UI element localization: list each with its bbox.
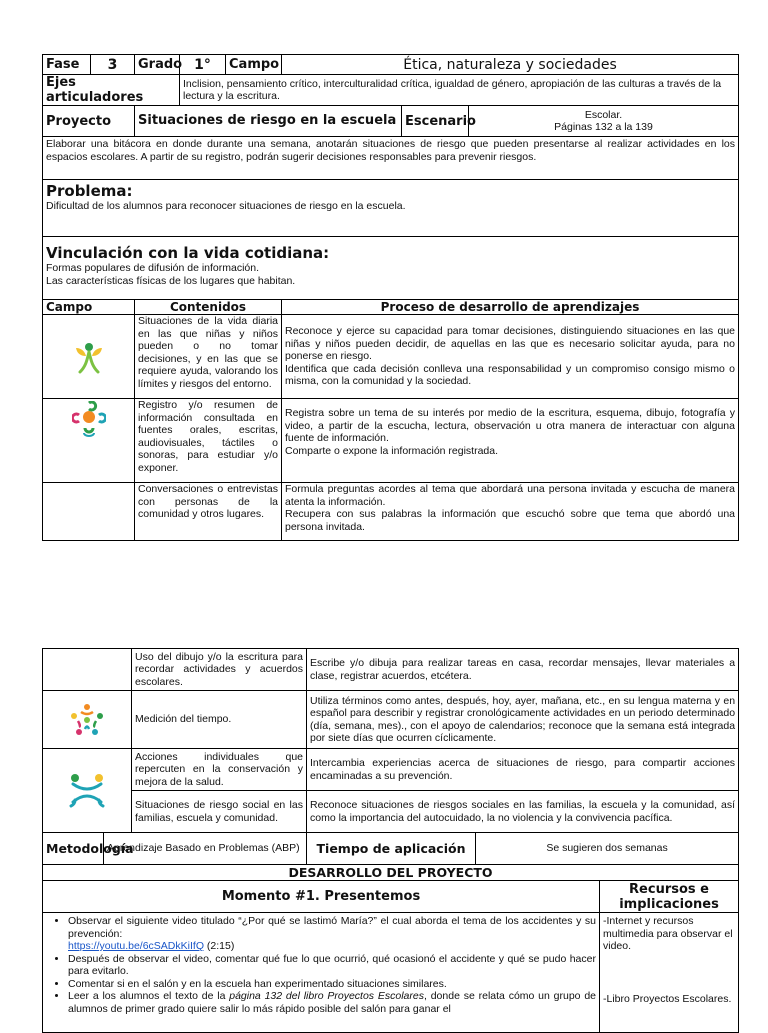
activity-text: Leer a los alumnos el texto de la [68, 990, 230, 1002]
proyecto-value: Situaciones de riesgo en la escuela [135, 106, 402, 137]
table-row [43, 399, 739, 483]
desarrollo-title: DESARROLLO DEL PROYECTO [43, 865, 739, 881]
proceso-cell [282, 399, 739, 483]
activity-text: Observar el siguiente video titulado “¿Por qué se lastimó María?” el cual aborda el tema de los accidentes y su prevención: [68, 915, 596, 940]
table-row [43, 749, 739, 791]
vinculacion-cell [43, 237, 739, 300]
col-campo-header: Campo [43, 300, 135, 315]
video-duration: (2:15) [203, 940, 235, 952]
vinculacion-line2: Las características físicas de los lugares que habitan. [46, 274, 296, 287]
fase-value: 3 [91, 55, 135, 75]
ejes-value: Inclision, pensamiento crítico, interculturalidad crítica, igualdad de género, apropiación de las culturas a través de la lectura y la escritura. [180, 75, 739, 106]
recursos-cell [600, 913, 739, 1033]
proceso-text: Formula preguntas acordes al tema que abordará una persona invitada y escucha de manera atenta la información. [285, 483, 735, 508]
campo-label: Campo [226, 55, 282, 75]
proceso-cell: Intercambia experiencias acerca de situaciones de riesgo, para compartir acciones encaminadas a su prevención. [307, 749, 739, 791]
linked-people-icon [46, 772, 128, 810]
proceso-text: Recupera con sus palabras la información que escuchó sobre que tema que abordó una persona invitada. [285, 508, 735, 533]
recursos-title: Recursos e implicaciones [600, 881, 739, 913]
proceso-text: Comparte o expone la información registrada. [285, 444, 499, 457]
planning-table-top [42, 54, 739, 541]
col-contenidos-header: Contenidos [135, 300, 282, 315]
tiempo-label: Tiempo de aplicación [307, 833, 476, 865]
vinculacion-title: Vinculación con la vida cotidiana: [46, 244, 330, 262]
activity-text: , donde se relata cómo un grupo de alumnos de primer grado quiere salir lo más rápido posible del salón para ganar el [68, 990, 597, 1015]
project-description: Elaborar una bitácora en donde durante una semana, anotarán situaciones de riesgo que pueden presentarse al realizar actividades en los espacios escolares. A partir de su registro, podrán sugerir decisiones responsables para prevenir riesgos. [43, 137, 739, 180]
metodologia-label: Metodología [43, 833, 104, 865]
tiempo-value: Se sugieren dos semanas [476, 833, 739, 865]
colorful-circles-icon [46, 401, 131, 437]
escenario-cell [469, 106, 739, 137]
book-reference: página 132 del libro Proyectos Escolares [229, 990, 424, 1002]
campo-value: Ética, naturaleza y sociedades [282, 55, 739, 75]
vinculacion-line1: Formas populares de difusión de información. [46, 262, 260, 274]
campo-icon-cell [43, 749, 132, 833]
grado-label: Grado [135, 55, 180, 75]
campo-icon-cell [43, 691, 132, 749]
list-item: • Comentar si en el salón y en la escuela han experimentado situaciones similares. [68, 978, 596, 991]
recurso-item: -Internet y recursos multimedia para observar el video. [603, 915, 733, 952]
contenido-cell: Conversaciones o entrevistas con personas de la comunidad y otros lugares. [135, 483, 282, 541]
contenido-cell: Uso del dibujo y/o la escritura para recordar actividades y acuerdos escolares. [132, 649, 307, 691]
contenido-cell: Acciones individuales que repercuten en la conservación y mejora de la salud. [132, 749, 307, 791]
contenido-cell: Situaciones de riesgo social en las familias, escuela y comunidad. [132, 791, 307, 833]
list-item: • Después de observar el video, comentar qué fue lo que ocurrió, qué ocasionó el accidente y qué se pudo hacer para evitarlo. [68, 953, 596, 978]
campo-icon-cell [43, 483, 135, 541]
recurso-item: -Libro Proyectos Escolares. [603, 992, 732, 1005]
metodologia-value: Aprendizaje Basado en Problemas (ABP) [104, 833, 307, 865]
momento-title: Momento #1. Presentemos [43, 881, 600, 913]
escenario-label: Escenario [402, 106, 469, 137]
proceso-text: Identifica que cada decisión conlleva una responsabilidad y un compromiso consigo mismo o misma, con la comunidad y la sociedad. [285, 362, 735, 388]
campo-icon-cell [43, 399, 135, 483]
proceso-cell: Reconoce situaciones de riesgos sociales en las familias, la escuela y la comunidad, así como la importancia del autocuidado, la no violencia y la convivencia pacífica. [307, 791, 739, 833]
video-link[interactable]: https://youtu.be/6cSADkKiIfQ [68, 940, 204, 952]
problema-title: Problema: [46, 182, 133, 200]
proceso-text: Registra sobre un tema de su interés por medio de la escritura, esquema, dibujo, fotografía y video, a partir de la escucha, lectura, observación u otra manera de interactuar con alguna fuente de información. [285, 407, 735, 444]
proceso-cell: Escribe y/o dibuja para realizar tareas en casa, recordar mensajes, llevar materiales a clase, registrar acuerdos, etcétera. [307, 649, 739, 691]
list-item [68, 915, 596, 953]
table-row [43, 649, 739, 691]
people-circle-icon [46, 702, 128, 738]
grado-value: 1° [180, 55, 226, 75]
person-leaves-icon [46, 338, 131, 376]
campo-icon-cell [43, 315, 135, 399]
col-proceso-header: Proceso de desarrollo de aprendizajes [282, 300, 739, 315]
momento-activities [43, 913, 600, 1033]
proceso-cell [282, 315, 739, 399]
campo-icon-cell [43, 649, 132, 691]
planning-table-bottom [42, 648, 739, 1033]
proceso-cell [282, 483, 739, 541]
problema-cell [43, 180, 739, 237]
table-row [43, 691, 739, 749]
contenido-cell: Situaciones de la vida diaria en las que niñas y niños pueden o no tomar decisiones, y en las que se requiere ayuda, valorando los límites y riesgos del entorno. [135, 315, 282, 399]
escenario-line1: Escolar. [584, 108, 623, 121]
list-item [68, 990, 596, 1015]
ejes-label: Ejes articuladores [43, 75, 180, 106]
proceso-text: Reconoce y ejerce su capacidad para tomar decisiones, distinguiendo situaciones en las que niñas y niños pueden decidir, de aquellas en las que es necesario solicitar ayuda, para no ponerse en riesgo. [285, 325, 735, 363]
contenido-cell: Medición del tiempo. [132, 691, 307, 749]
proceso-cell: Utiliza términos como antes, después, hoy, ayer, mañana, etc., en su lengua materna y en español para describir y registrar cronológicamente actividades en un periodo determinado (día, semana, mes)., con el apoyo de calendarios; reconoce que la semana está integrada por siete días que ocurren cíclicamente. [307, 691, 739, 749]
contenido-cell: Registro y/o resumen de información consultada en fuentes orales, escritas, audiovisuales, táctiles o sonoras, para estudiar y/o exponer. [135, 399, 282, 483]
table-row [43, 315, 739, 399]
problema-text: Dificultad de los alumnos para reconocer situaciones de riesgo en la escuela. [46, 200, 406, 212]
table-row [43, 791, 739, 833]
activity-list [46, 915, 596, 1015]
proyecto-label: Proyecto [43, 106, 135, 137]
table-row [43, 483, 739, 541]
fase-label: Fase [43, 55, 91, 75]
escenario-line2: Páginas 132 a la 139 [554, 121, 653, 133]
